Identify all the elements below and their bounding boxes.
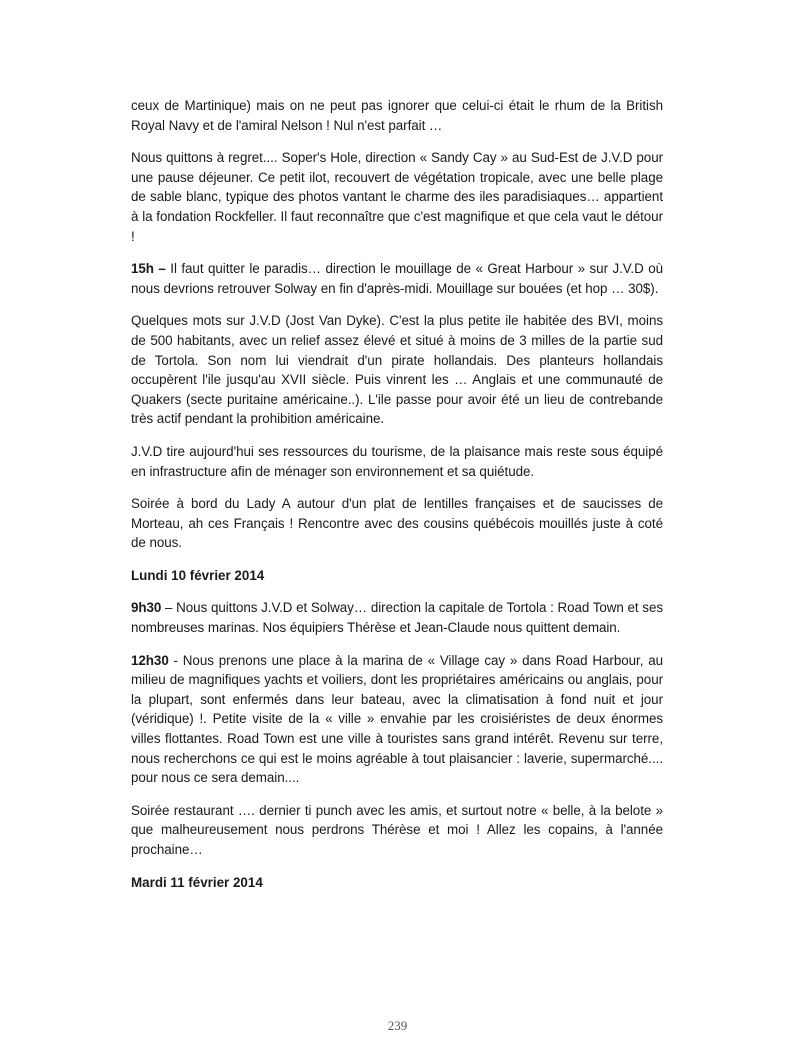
page-body [131, 96, 663, 905]
paragraph-text: Quelques mots sur J.V.D (Jost Van Dyke). C'est la plus petite ile habitée des BVI, moins de 500 habitants, avec un relief assez élevé et situé à moins de 3 milles de la partie sud de Tortola. Son nom lui viendrait d'un pirate hollandais. Des planteurs hollandais occupèrent l'ile jusqu'au XVII siècle. Puis vinrent les … Anglais et une communauté de Quakers (secte puritaine américaine..). L'ile passe pour avoir été un lieu de contrebande très actif pendant la prohibition américaine. [131, 313, 663, 427]
paragraph-text: Soirée à bord du Lady A autour d'un plat de lentilles françaises et de saucisses de Morteau, ah ces Français ! Rencontre avec des cousins québécois mouillés juste à coté de nous. [131, 496, 663, 551]
time-label: 15h – [131, 261, 166, 277]
paragraph-15h [131, 259, 663, 298]
paragraph-rum [131, 96, 663, 135]
paragraph-text: – Nous quittons J.V.D et Solway… direction la capitale de Tortola : Road Town et ses nombreuses marinas. Nos équipiers Thérèse et Jean-Claude nous quittent demain. [131, 600, 663, 636]
paragraph-text: J.V.D tire aujourd'hui ses ressources du tourisme, de la plaisance mais reste sous équipé en infrastructure afin de ménager son environnement et sa quiétude. [131, 443, 663, 479]
paragraph-text: Il faut quitter le paradis… direction le mouillage de « Great Harbour » sur J.V.D où nous devrions retrouver Solway en fin d'après-midi. Mouillage sur bouées (et hop … 30$). [131, 261, 663, 296]
paragraph-9h30 [131, 598, 663, 637]
heading-monday: Lundi 10 février 2014 [131, 567, 265, 583]
heading-tuesday: Mardi 11 février 2014 [131, 874, 263, 890]
time-label: 12h30 [131, 652, 169, 668]
page-number: 239 [387, 1018, 408, 1033]
paragraph-soiree-lady-a [131, 494, 663, 553]
paragraph-soiree-restaurant [131, 801, 663, 860]
paragraph-sandy-cay [131, 148, 663, 246]
paragraph-text: ceux de Martinique) mais on ne peut pas ignorer que celui-ci était le rhum de la British Royal Navy et de l'amiral Nelson ! Nul n'est parfait … [131, 98, 663, 133]
paragraph-text: Nous quittons à regret.... Soper's Hole, direction « Sandy Cay » au Sud-Est de J.V.D pour une pause déjeuner. Ce petit ilot, recouvert de végétation tropicale, avec une belle plage de sable blanc, typique des photos vantant le charme des iles paradisiaques… appartient à la fondation Rockfeller. Il faut reconnaître que c'est magnifique et que cela vaut le détour ! [131, 150, 663, 244]
paragraph-12h30 [131, 651, 663, 788]
paragraph-text: - Nous prenons une place à la marina de « Village cay » dans Road Harbour, au milieu de magnifiques yachts et voiliers, dont les propriétaires américains ou anglais, pour la plupart, sont enfermés dans leur bateau, avec la climatisation à fond nuit et jour (véridique) !. Petite visite de la « ville » envahie par les croisiéristes de deux énormes villes flottantes. Road Town est une ville à touristes sans grand intérêt. Revenu sur terre, nous recherchons ce qui est le moins agréable à tout plaisancier : laverie, supermarché.... pour nous ce sera demain.... [131, 652, 663, 786]
time-label: 9h30 [131, 600, 162, 616]
paragraph-jvd-tourism [131, 442, 663, 481]
paragraph-text: Soirée restaurant …. dernier ti punch avec les amis, et surtout notre « belle, à la belote » que malheureusement nous perdrons Thérèse et moi ! Allez les copains, à l'année prochaine… [131, 802, 663, 857]
paragraph-jvd-history [131, 311, 663, 429]
